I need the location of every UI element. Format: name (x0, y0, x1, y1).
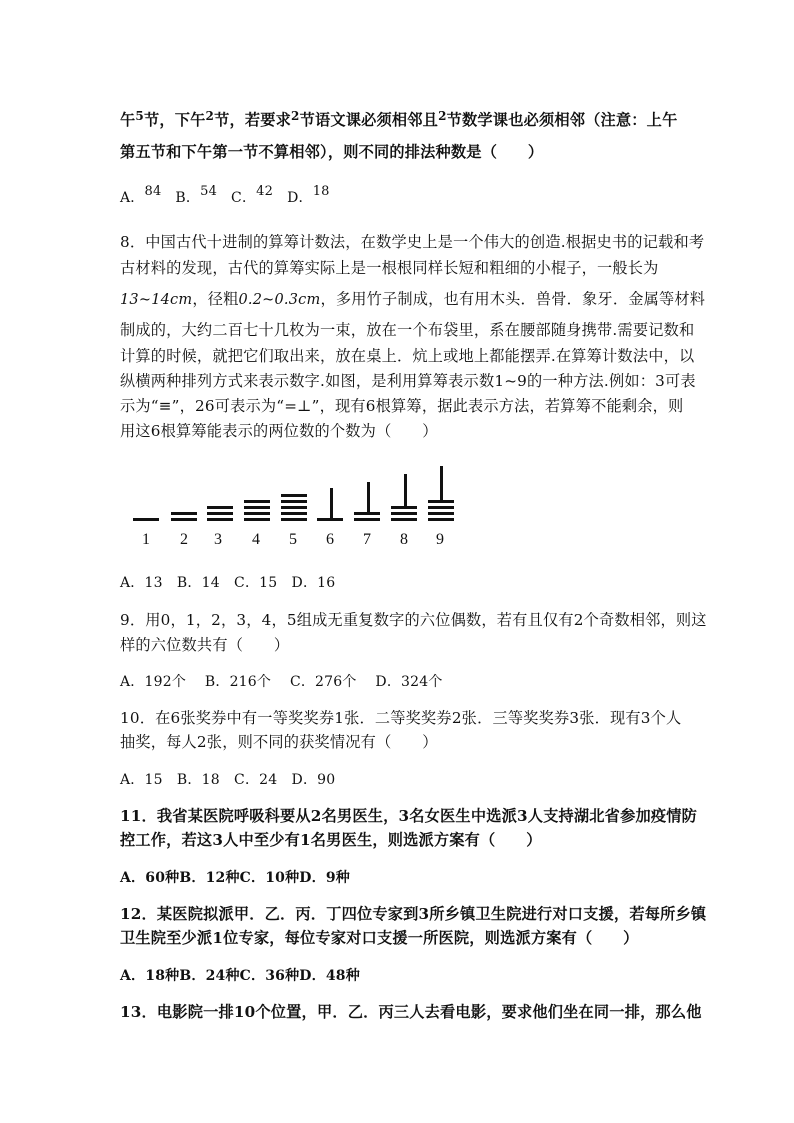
q7-number: 5 (135, 109, 144, 123)
math-expression: 13~14cm (120, 292, 193, 308)
q7-text: 节语文课必须相邻且 (299, 111, 439, 129)
q9-line-1: 9．用0，1，2，3，4，5组成无重复数字的六位偶数，若有且仅有2个奇数相邻，则这 (120, 611, 707, 629)
q7-text: 午 (120, 111, 136, 129)
q8-line-1: 8．中国古代十进制的算筹计数法，在数学史上是一个伟大的创造.根据史书的记载和考 (120, 233, 705, 251)
q10-options: A．15 B．18 C．24 D．90 (120, 772, 336, 788)
q8-line-3 (120, 289, 706, 310)
rod-label-6: 6 (326, 531, 334, 548)
rod-label-2: 2 (180, 531, 188, 548)
q7-number: 2 (438, 109, 447, 123)
q8-line-2: 古材料的发现，古代的算筹实际上是一根根同样长短和粗细的小棍子，一般长为 (120, 259, 659, 277)
q10-line-2: 抽奖，每人2张，则不同的获奖情况有（ ） (120, 733, 438, 751)
q8-line-8: 用这6根算筹能表示的两位数的个数为（ ） (120, 422, 438, 440)
rods (133, 466, 454, 521)
q12-line-1: 12．某医院拟派甲．乙．丙．丁四位专家到3所乡镇卫生院进行对口支援，若每所乡镇 (120, 905, 707, 923)
q9-options: A．192个 B．216个 C．276个 D．324个 (120, 674, 443, 690)
q10-line-1: 10．在6张奖券中有一等奖奖券1张．二等奖奖券2张．三等奖奖券3张．现有3个人 (120, 709, 682, 727)
rod-label-4: 4 (252, 531, 260, 548)
q13-line-1: 13．电影院一排10个位置，甲．乙．丙三人去看电影，要求他们坐在同一排，那么他 (120, 1003, 702, 1021)
option-letter: B． (175, 190, 201, 206)
q8-line-6: 纵横两种排列方式来表示数字.如图，是利用算筹表示数1~9的一种方法.例如：3可表 (120, 372, 696, 390)
q8-line-5: 计算的时候，就把它们取出来，放在桌上．炕上或地上都能摆弄.在算筹计数法中，以 (120, 347, 695, 365)
rod-label-9: 9 (436, 531, 444, 548)
rod-label-1: 1 (142, 531, 150, 548)
option-value: 84 (144, 184, 162, 199)
option-value: 18 (312, 184, 330, 199)
rod-label-7: 7 (363, 531, 371, 548)
counting-rods-figure (128, 460, 468, 552)
q8-options: A．13 B．14 C．15 D．16 (120, 575, 336, 591)
q11-line-2: 控工作，若这3人中至少有1名男医生，则选派方案有（ ） (120, 831, 542, 849)
rod-label-8: 8 (400, 531, 408, 548)
math-expression: 0.2~0.3cm (238, 292, 321, 308)
option-value: 54 (200, 184, 218, 199)
rod-label-5: 5 (289, 531, 297, 548)
q8-text: ，径粗 (192, 290, 239, 308)
q7-text: 节，若要求 (214, 111, 292, 129)
q7-text: 节，下午 (143, 111, 206, 129)
q12-options: A．18种B．24种C．36种D．48种 (120, 968, 360, 984)
q7-line-1 (120, 110, 690, 131)
rod-label-3: 3 (214, 531, 222, 548)
q9-line-2: 样的六位数共有（ ） (120, 636, 290, 654)
q8-line-4: 制成的，大约二百七十几枚为一束，放在一个布袋里，系在腰部随身携带.需要记数和 (120, 321, 695, 339)
q8-text: ，多用竹子制成，也有用木头．兽骨．象牙．金属等材料 (320, 290, 706, 308)
q8-line-7: 示为“≡”，26可表示为“=⊥”，现有6根算筹，据此表示方法，若算筹不能剩余，则 (120, 397, 684, 415)
q12-line-2: 卫生院至少派1位专家，每位专家对口支援一所医院，则选派方案有（ ） (120, 929, 639, 947)
q7-line-2: 第五节和下午第一节不算相邻），则不同的排法种数是（ ） (120, 143, 544, 161)
q7-number: 2 (205, 109, 215, 123)
option-value: 42 (256, 184, 274, 199)
option-letter: D． (287, 190, 313, 206)
q11-options: A．60种B．12种C．10种D．9种 (120, 870, 350, 886)
option-letter: A． (120, 190, 145, 206)
q7-text: 节数学课也必须相邻（注意：上午 (446, 111, 678, 129)
q7-options (120, 184, 690, 209)
option-letter: C． (231, 190, 257, 206)
q11-line-1: 11．我省某医院呼吸科要从2名男医生，3名女医生中选派3人支持湖北省参加疫情防 (120, 807, 698, 825)
q7-number: 2 (291, 109, 300, 123)
